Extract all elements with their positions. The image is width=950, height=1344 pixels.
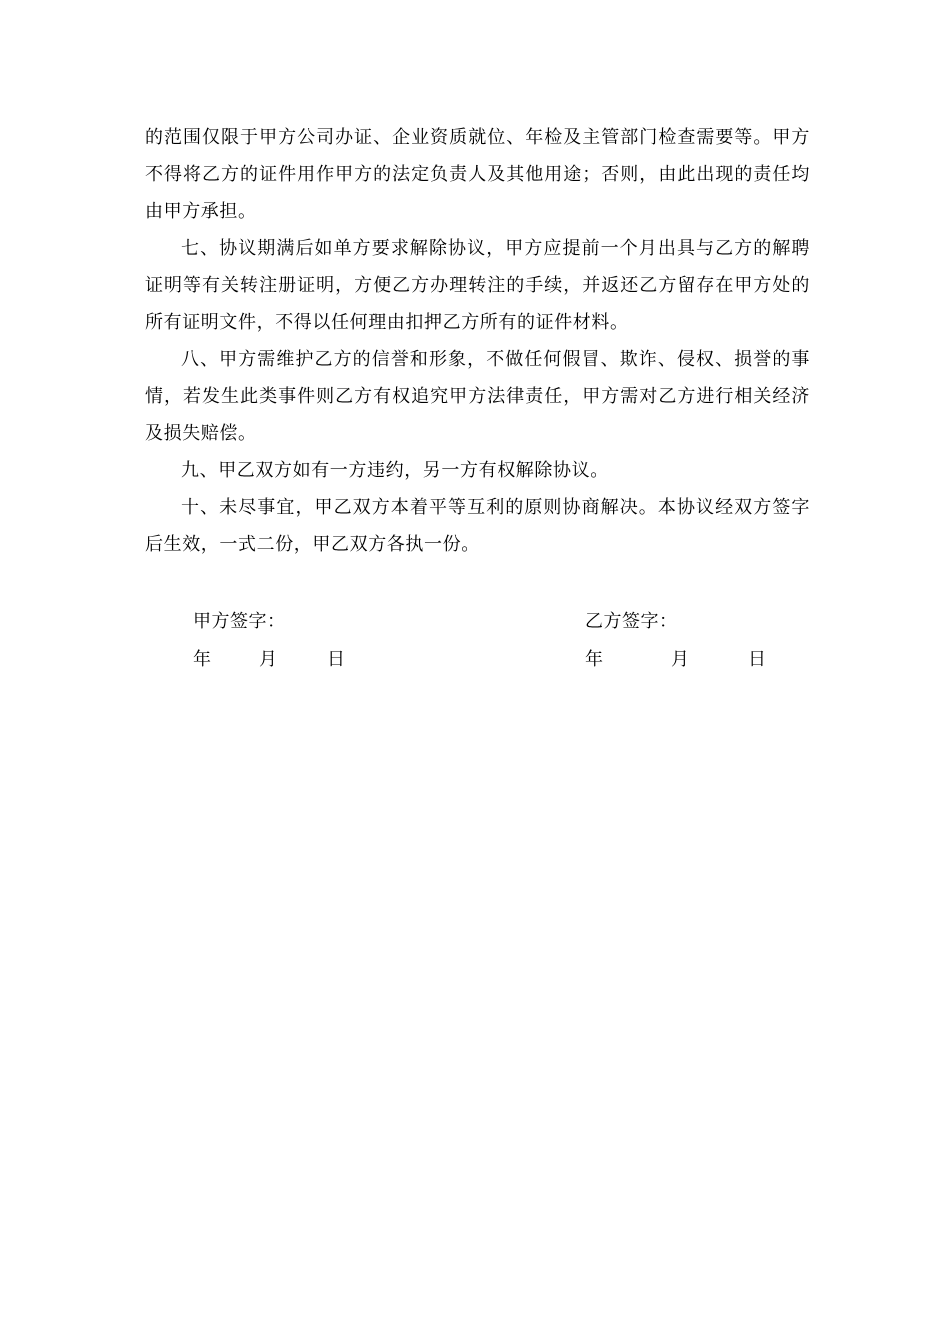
- party-b-day: 日: [748, 649, 766, 670]
- party-a-year: 年: [193, 649, 211, 670]
- party-b-year: 年: [585, 649, 603, 670]
- agreement-body: [145, 119, 810, 563]
- party-a-month: 月: [259, 649, 277, 670]
- clause-nine: 九、甲乙双方如有一方违约，另一方有权解除协议。: [181, 460, 609, 481]
- party-b-date-row: [0, 645, 950, 675]
- party-a-signature-label: 甲方签字：: [193, 611, 286, 632]
- clause-seven: 七、协议期满后如单方要求解除协议，甲方应提前一个月出具与乙方的解聘证明等有关转注册证明，方便乙方办理转注的手续，并返还乙方留存在甲方处的所有证明文件，不得以任何理由扣押乙方所有的证件材料。: [145, 238, 810, 333]
- clause-ten: 十、未尽事宜，甲乙双方本着平等互利的原则协商解决。本协议经双方签字后生效，一式二份，甲乙双方各执一份。: [145, 497, 810, 555]
- party-a-day: 日: [327, 649, 345, 670]
- clause-continuation: 的范围仅限于甲方公司办证、企业资质就位、年检及主管部门检查需要等。甲方不得将乙方的证件用作甲方的法定负责人及其他用途；否则，由此出现的责任均由甲方承担。: [145, 127, 810, 222]
- party-b-month: 月: [671, 649, 689, 670]
- clause-eight: 八、甲方需维护乙方的信誉和形象，不做任何假冒、欺诈、侵权、损誉的事情，若发生此类事件则乙方有权追究甲方法律责任，甲方需对乙方进行相关经济及损失赔偿。: [145, 349, 810, 444]
- party-b-signature-label: 乙方签字：: [585, 611, 678, 632]
